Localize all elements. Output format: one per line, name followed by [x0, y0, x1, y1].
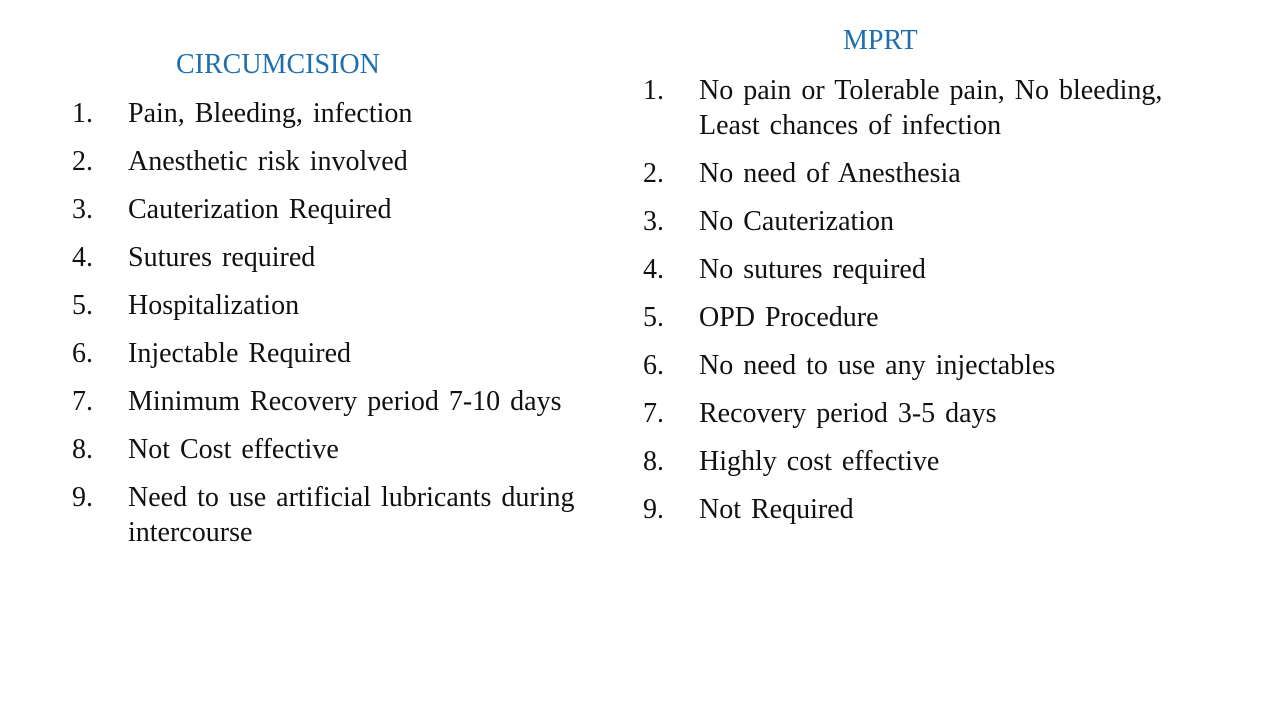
- list-item: [72, 240, 624, 275]
- item-number: 1.: [643, 75, 664, 106]
- circumcision-list: [72, 96, 624, 563]
- item-text: No pain or Tolerable pain, No bleeding, Least chances of infection: [699, 75, 1163, 141]
- item-number: 9.: [643, 494, 664, 525]
- item-text: No need of Anesthesia: [699, 158, 961, 189]
- list-item: [72, 144, 624, 179]
- item-number: 7.: [643, 398, 664, 429]
- list-item: [72, 384, 624, 419]
- item-number: 2.: [643, 158, 664, 189]
- item-number: 2.: [72, 146, 93, 177]
- list-item: [643, 396, 1203, 431]
- list-item: [643, 204, 1203, 239]
- list-item: [643, 156, 1203, 191]
- item-number: 4.: [643, 254, 664, 285]
- item-number: 3.: [643, 206, 664, 237]
- item-text: No sutures required: [699, 254, 926, 285]
- item-text: Not Cost effective: [128, 434, 339, 465]
- item-text: No need to use any injectables: [699, 350, 1056, 381]
- item-number: 8.: [72, 434, 93, 465]
- item-number: 6.: [643, 350, 664, 381]
- item-text: Pain, Bleeding, infection: [128, 98, 413, 129]
- circumcision-heading: CIRCUMCISION: [176, 49, 380, 80]
- list-item: [643, 73, 1203, 143]
- list-item: [643, 252, 1203, 287]
- list-item: [72, 288, 624, 323]
- list-item: [643, 300, 1203, 335]
- item-number: 4.: [72, 242, 93, 273]
- item-number: 6.: [72, 338, 93, 369]
- list-item: [72, 96, 624, 131]
- item-number: 9.: [72, 482, 93, 513]
- item-text: Highly cost effective: [699, 446, 940, 477]
- list-item: [72, 432, 624, 467]
- item-text: OPD Procedure: [699, 302, 879, 333]
- list-item: [643, 492, 1203, 527]
- item-text: Injectable Required: [128, 338, 352, 369]
- item-text: Cauterization Required: [128, 194, 392, 225]
- item-number: 5.: [643, 302, 664, 333]
- item-text: Minimum Recovery period 7-10 days: [128, 386, 562, 417]
- item-number: 8.: [643, 446, 664, 477]
- item-text: Not Required: [699, 494, 854, 525]
- mprt-list: [643, 73, 1203, 540]
- item-text: Hospitalization: [128, 290, 300, 321]
- item-text: Anesthetic risk involved: [128, 146, 408, 177]
- list-item: [643, 348, 1203, 383]
- item-number: 3.: [72, 194, 93, 225]
- list-item: [72, 336, 624, 371]
- item-number: 1.: [72, 98, 93, 129]
- item-text: No Cauterization: [699, 206, 895, 237]
- item-number: 7.: [72, 386, 93, 417]
- item-text: Recovery period 3-5 days: [699, 398, 997, 429]
- mprt-heading: MPRT: [843, 25, 918, 56]
- item-text: Need to use artificial lubricants during intercourse: [128, 482, 575, 548]
- item-number: 5.: [72, 290, 93, 321]
- item-text: Sutures required: [128, 242, 316, 273]
- list-item: [72, 480, 624, 550]
- list-item: [72, 192, 624, 227]
- list-item: [643, 444, 1203, 479]
